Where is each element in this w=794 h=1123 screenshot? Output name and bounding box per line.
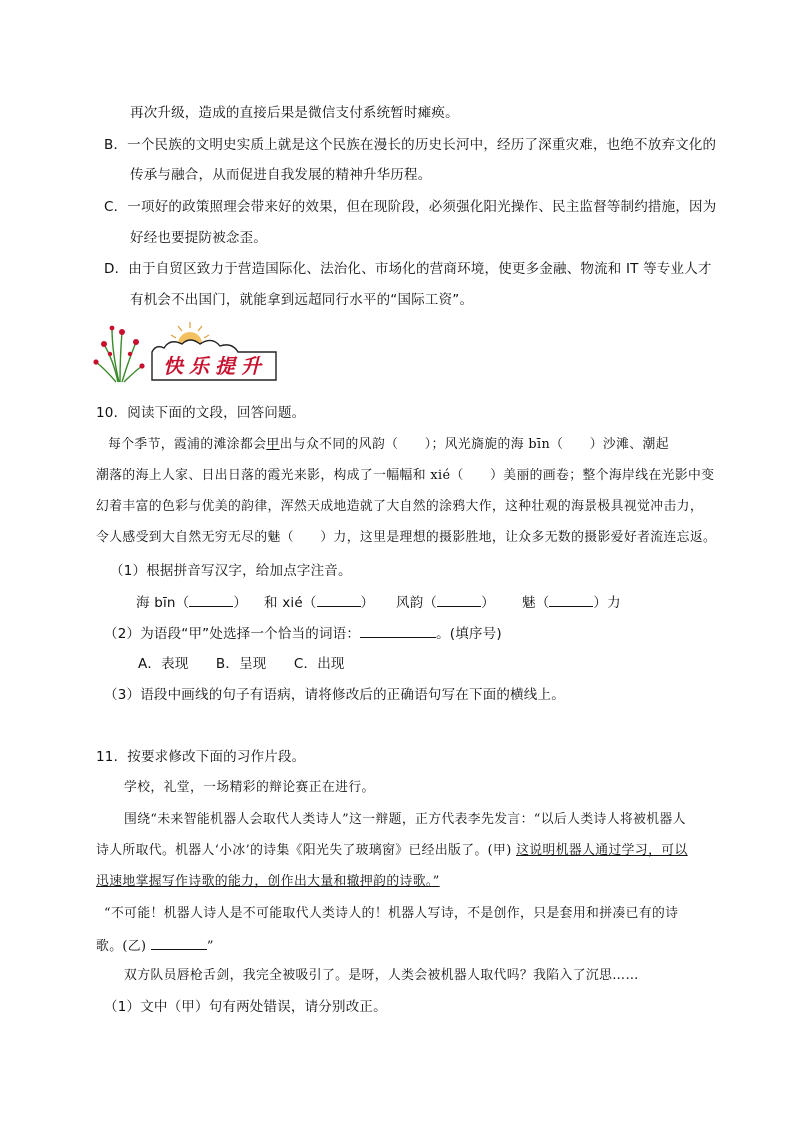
q11-para-line2: 围绕“未来智能机器人会取代人类诗人”这一辩题，正方代表李先发言：“以后人类诗人将被机器人 [124, 812, 686, 827]
question-11-title: 11．按要求修改下面的习作片段。 [96, 749, 306, 765]
q10-para-line2: 潮落的海上人家、日出日落的霞光来影，构成了一幅幅和 xié（ ）美丽的画卷；整个海岸线在光影中变 [96, 468, 715, 483]
item-label: ） [481, 595, 495, 611]
pinyin-item-4 [522, 593, 621, 612]
underlined-sentence: 这说明机器人通过学习，可以 [516, 843, 688, 858]
q10-para-text: 出与众不同的风韵（ ）；风光旖旎的海 bīn（ ）沙滩、潮起 [279, 437, 669, 452]
pinyin-item-3 [396, 593, 495, 612]
answer-blank-yi[interactable] [151, 936, 207, 950]
q11-para-text: 歌。(乙) [96, 939, 151, 954]
blank-jia: 甲 [266, 437, 280, 452]
answer-blank[interactable] [437, 593, 481, 607]
q11-para-text: ” [206, 939, 214, 954]
q10-para-text: 每个季节，霞浦的滩涂都会 [108, 437, 267, 452]
q10-para-line1 [108, 436, 669, 454]
option-c-line1: C．一项好的政策照理会带来好的效果，但在现阶段，必须强化阳光操作、民主监督等制约措施，因为 [104, 199, 717, 215]
item-label: ） [360, 595, 375, 611]
q11-para-line3 [96, 842, 688, 860]
q10-para-line3: 幻着丰富的色彩与优美的韵律，浑然天成地造就了大自然的涂鸦大作，这种壮观的海景极具视觉冲击力， [96, 499, 704, 514]
option-d-line1: D．由于自贸区致力于营造国际化、法治化、市场化的营商环境，使更多金融、物流和 IT 等专业人才 [104, 261, 712, 277]
question-10-title: 10．阅读下面的文段，回答问题。 [96, 405, 306, 421]
answer-blank[interactable] [549, 593, 593, 607]
item-label: ）力 [593, 595, 621, 611]
q11-para-line6 [96, 936, 214, 956]
q11-para-line7: 双方队员唇枪舌剑，我完全被吸引了。是呀，人类会被机器人取代吗？我陷入了沉思…… [124, 968, 639, 983]
option-c-line2: 好经也要提防被念歪。 [130, 230, 267, 246]
q10-para-line4: 令人感受到大自然无穷无尽的魅（ ）力，这里是理想的摄影胜地，让众多无数的摄影爱好者流连忘返。 [96, 530, 717, 545]
banner-title: 快乐提升 [163, 354, 267, 378]
underlined-sentence-cont: 迅速地掌握写作诗歌的能力，创作出大量和辙押韵的诗歌。” [96, 874, 440, 889]
q10-choices: A．表现 B．呈现 C．出现 [138, 656, 345, 672]
answer-blank[interactable] [360, 624, 436, 638]
section-banner [90, 322, 280, 384]
q9-line: 再次升级，造成的直接后果是微信支付系统暂时瘫痪。 [130, 105, 459, 121]
answer-blank[interactable] [317, 593, 361, 607]
q10-sub2 [104, 624, 502, 643]
option-b-line2: 传承与融合，从而促进自我发展的精神升华历程。 [130, 167, 432, 183]
item-label: 。(填序号) [436, 626, 502, 642]
item-label: 海 bīn（ [136, 595, 190, 611]
option-d-line2: 有机会不出国门，就能拿到远超同行水平的“国际工资”。 [130, 292, 474, 308]
answer-blank[interactable] [189, 593, 233, 607]
option-b-line1: B．一个民族的文明史实质上就是这个民族在漫长的历史长河中，经历了深重灾难，也绝不放弃文化的 [104, 137, 717, 153]
pinyin-item-2 [264, 593, 374, 612]
item-label: 魅（ [522, 595, 550, 611]
item-label: ） [233, 595, 248, 611]
item-label: 和 xié（ [264, 595, 317, 611]
item-label: 风韵（ [396, 595, 438, 611]
q10-sub3: （3）语段中画线的句子有语病，请将修改后的正确语句写在下面的横线上。 [104, 687, 565, 703]
q11-para-line5: “不可能！机器人诗人是不可能取代人类诗人的！机器人写诗，不是创作，只是套用和拼凑已有的诗 [104, 906, 679, 921]
item-label: （2）为语段“甲”处选择一个恰当的词语： [104, 626, 361, 642]
pinyin-item-1 [136, 593, 247, 612]
q10-sub1: （1）根据拼音写汉字，给加点字注音。 [110, 563, 352, 579]
q11-para-line1: 学校，礼堂，一场精彩的辩论赛正在进行。 [124, 780, 375, 795]
q11-sub1: （1）文中（甲）句有两处错误，请分别改正。 [104, 999, 387, 1015]
q11-para-text: 诗人所取代。机器人‘小冰’的诗集《阳光失了玻璃窗》已经出版了。(甲) [96, 843, 517, 858]
